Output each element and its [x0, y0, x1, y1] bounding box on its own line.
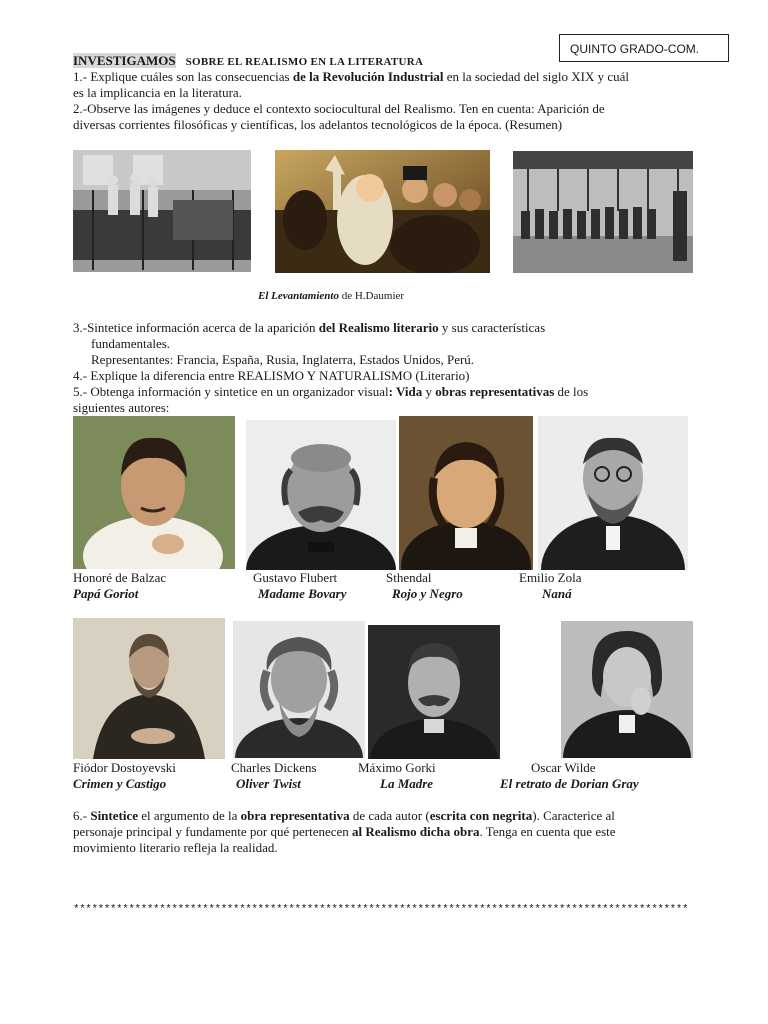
q6-text-c: el argumento de la	[138, 808, 241, 823]
work-crimen-y-castigo: Crimen y Castigo	[73, 776, 167, 791]
q5-text-a: 5.- Obtenga información y sintetice en un organizador visual	[73, 384, 389, 399]
q5-text-d: obras representativas	[435, 384, 555, 399]
q3-text-c: y sus características	[438, 320, 546, 335]
author-name-stendhal: Sthendal	[386, 570, 432, 585]
question-1	[73, 69, 723, 101]
author-name-dickens: Charles Dickens	[231, 760, 317, 775]
work-oliver-twist: Oliver Twist	[236, 776, 301, 791]
grade-label-box: QUINTO GRADO-COM.	[559, 34, 729, 62]
portrait-dostoevsky	[73, 618, 225, 759]
portrait-balzac	[73, 416, 235, 569]
work-rojo-y-negro: Rojo y Negro	[392, 586, 463, 601]
asterisk-separator: ****************************************************************************************************	[73, 904, 689, 916]
q1-text-bold: de la Revolución Industrial	[292, 69, 444, 84]
work-dorian-gray: El retrato de Dorian Gray	[500, 776, 639, 791]
q1-text-a: 1.- Explique cuáles son las consecuencias	[73, 69, 293, 84]
caption-rest: de H.Daumier	[338, 290, 405, 302]
q5-text-b: : Vida	[388, 384, 423, 399]
q6-text-f: escrita con negrita	[429, 808, 533, 823]
portrait-flaubert	[246, 420, 396, 570]
work-la-madre: La Madre	[380, 776, 434, 791]
title-highlight: INVESTIGAMOS	[73, 53, 176, 68]
q6-line2b: al Realismo dicha obra	[352, 824, 480, 839]
q6-text-g: ). Caracterice al	[532, 808, 615, 823]
question-4	[73, 368, 470, 384]
title-rest: SOBRE EL REALISMO EN LA LITERATURA	[185, 56, 424, 68]
page-title	[73, 52, 423, 70]
portrait-wilde	[561, 621, 693, 758]
question-3	[73, 320, 733, 368]
q3-line3: Representantes: Francia, España, Rusia, Inglaterra, Estados Unidos, Perú.	[91, 352, 475, 367]
q6-text-a: 6.-	[73, 808, 91, 823]
q4-line1: 4.- Explique la diferencia entre REALISMO Y NATURALISMO (Literario)	[73, 368, 470, 383]
factory-workers-queue-photo	[513, 151, 693, 273]
q3-text-bold: del Realismo literario	[318, 320, 439, 335]
author-name-dostoevsky: Fiódor Dostoyevski	[73, 760, 176, 775]
q2-line1: 2.-Observe las imágenes y deduce el contexto sociocultural del Realismo. Ten en cuenta: Aparición de	[73, 101, 605, 116]
question-6	[73, 808, 733, 856]
caption-title: El Levantamiento	[258, 290, 339, 302]
portrait-zola	[538, 416, 688, 570]
q1-line2: es la implicancia en la literatura.	[73, 85, 242, 100]
work-madame-bovary: Madame Bovary	[258, 586, 347, 601]
q6-line2a: personaje principal y fundamente por qué pertenecen	[73, 824, 353, 839]
q6-line3: movimiento literario refleja la realidad.	[73, 840, 278, 855]
question-2	[73, 101, 733, 133]
author-name-wilde: Oscar Wilde	[531, 760, 596, 775]
portrait-dickens	[233, 621, 365, 758]
q5-text-c: y	[422, 384, 436, 399]
question-5	[73, 384, 733, 416]
author-name-balzac: Honoré de Balzac	[73, 570, 167, 585]
author-name-zola: Emilio Zola	[519, 570, 582, 585]
factory-child-labor-photo	[73, 150, 251, 272]
q6-text-b: Sintetice	[90, 808, 138, 823]
q2-line2: diversas corrientes filosóficas y científicas, los adelantos tecnológicos de la época. (Resumen)	[73, 117, 563, 132]
q1-text-c: en la sociedad del siglo XIX y cuál	[443, 69, 630, 84]
q5-line2: siguientes autores:	[73, 400, 170, 415]
q3-text-a: 3.-Sintetice información acerca de la aparición	[73, 320, 319, 335]
work-papa-goriot: Papá Goriot	[73, 586, 139, 601]
painting-caption	[258, 288, 404, 304]
q5-text-e: de los	[554, 384, 589, 399]
q3-line2: fundamentales.	[91, 336, 171, 351]
el-levantamiento-painting	[275, 150, 490, 273]
q6-text-d: obra representativa	[240, 808, 350, 823]
portrait-gorky	[368, 625, 500, 759]
author-name-gorky: Máximo Gorki	[358, 760, 436, 775]
author-name-flaubert: Gustavo Flubert	[253, 570, 338, 585]
q6-line2c: . Tenga en cuenta que este	[479, 824, 616, 839]
portrait-stendhal	[399, 416, 533, 570]
q6-text-e: de cada autor (	[349, 808, 430, 823]
work-nana: Naná	[542, 586, 572, 601]
